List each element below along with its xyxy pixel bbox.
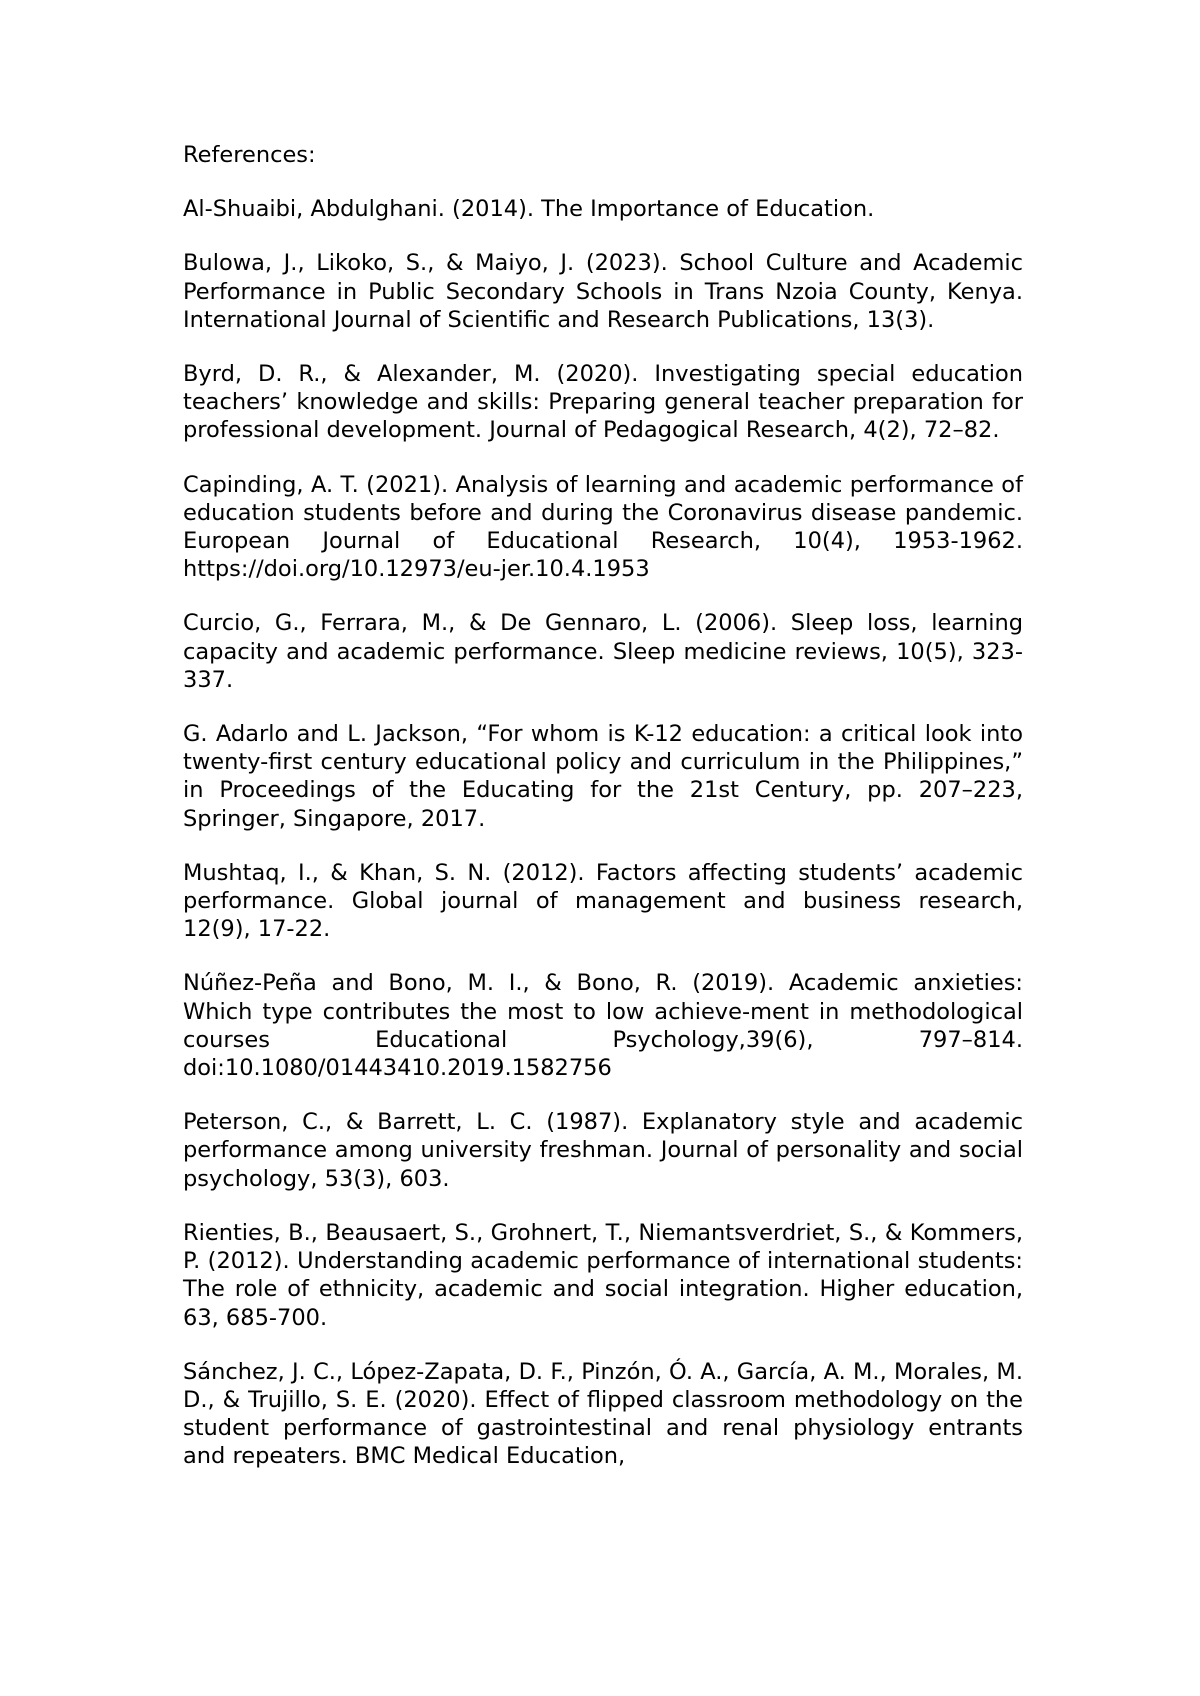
reference-entry: G. Adarlo and L. Jackson, “For whom is K-12 education: a critical look into twenty-first century educational policy and curriculum in the Philippines,” in Proceedings of the Educating for the 21st Century, pp. 207–223, Springer, Singapore, 2017. <box>183 721 1023 832</box>
reference-entry: Capinding, A. T. (2021). Analysis of learning and academic performance of education students before and during the Coronavirus disease pandemic. European Journal of Educational Research, 10(4), 1953-1962. https://doi.org/10.12973/eu-jer.10.4.1953 <box>183 471 1023 583</box>
reference-entry: Sánchez, J. C., López-Zapata, D. F., Pinzón, Ó. A., García, A. M., Morales, M. D., & Trujillo, S. E. (2020). Effect of flipped classroom methodology on the student performance of gastrointestinal and renal physiology entrants and repeaters. BMC Medical Education, <box>183 1358 1023 1470</box>
reference-entry: Curcio, G., Ferrara, M., & De Gennaro, L. (2006). Sleep loss, learning capacity and academic performance. Sleep medicine reviews, 10(5), 323-337. <box>183 610 1023 693</box>
reference-entry: Mushtaq, I., & Khan, S. N. (2012). Factors affecting students’ academic performance. Global journal of management and business research, 12(9), 17-22. <box>183 859 1023 943</box>
reference-entry: Al-Shuaibi, Abdulghani. (2014). The Importance of Education. <box>183 196 875 223</box>
reference-entry: Rienties, B., Beausaert, S., Grohnert, T., Niemantsverdriet, S., & Kommers, P. (2012). Understanding academic performance of international students: The role of ethnicity, academic and social integration. Higher education, 63, 685-700. <box>183 1219 1023 1331</box>
reference-entry: Peterson, C., & Barrett, L. C. (1987). Explanatory style and academic performance among university freshman. Journal of personality and social psychology, 53(3), 603. <box>183 1109 1023 1192</box>
references-heading: References: <box>183 142 316 168</box>
reference-entry: Núñez-Peña and Bono, M. I., & Bono, R. (2019). Academic anxieties: Which type contributes the most to low achieve-ment in methodological courses Educational Psychology,39(6), 797–814. doi:10.1080/01443410.2019.1582756 <box>183 970 1023 1082</box>
reference-entry: Byrd, D. R., & Alexander, M. (2020). Investigating special education teachers’ knowledge and skills: Preparing general teacher preparation for professional development. Journal of Pedagogical Research, 4(2), 72–82. <box>183 361 1023 444</box>
reference-entry: Bulowa, J., Likoko, S., & Maiyo, J. (2023). School Culture and Academic Performance in Public Secondary Schools in Trans Nzoia County, Kenya. International Journal of Scientific and Research Publications, 13(3). <box>183 250 1023 333</box>
references-section <box>183 141 1023 1471</box>
